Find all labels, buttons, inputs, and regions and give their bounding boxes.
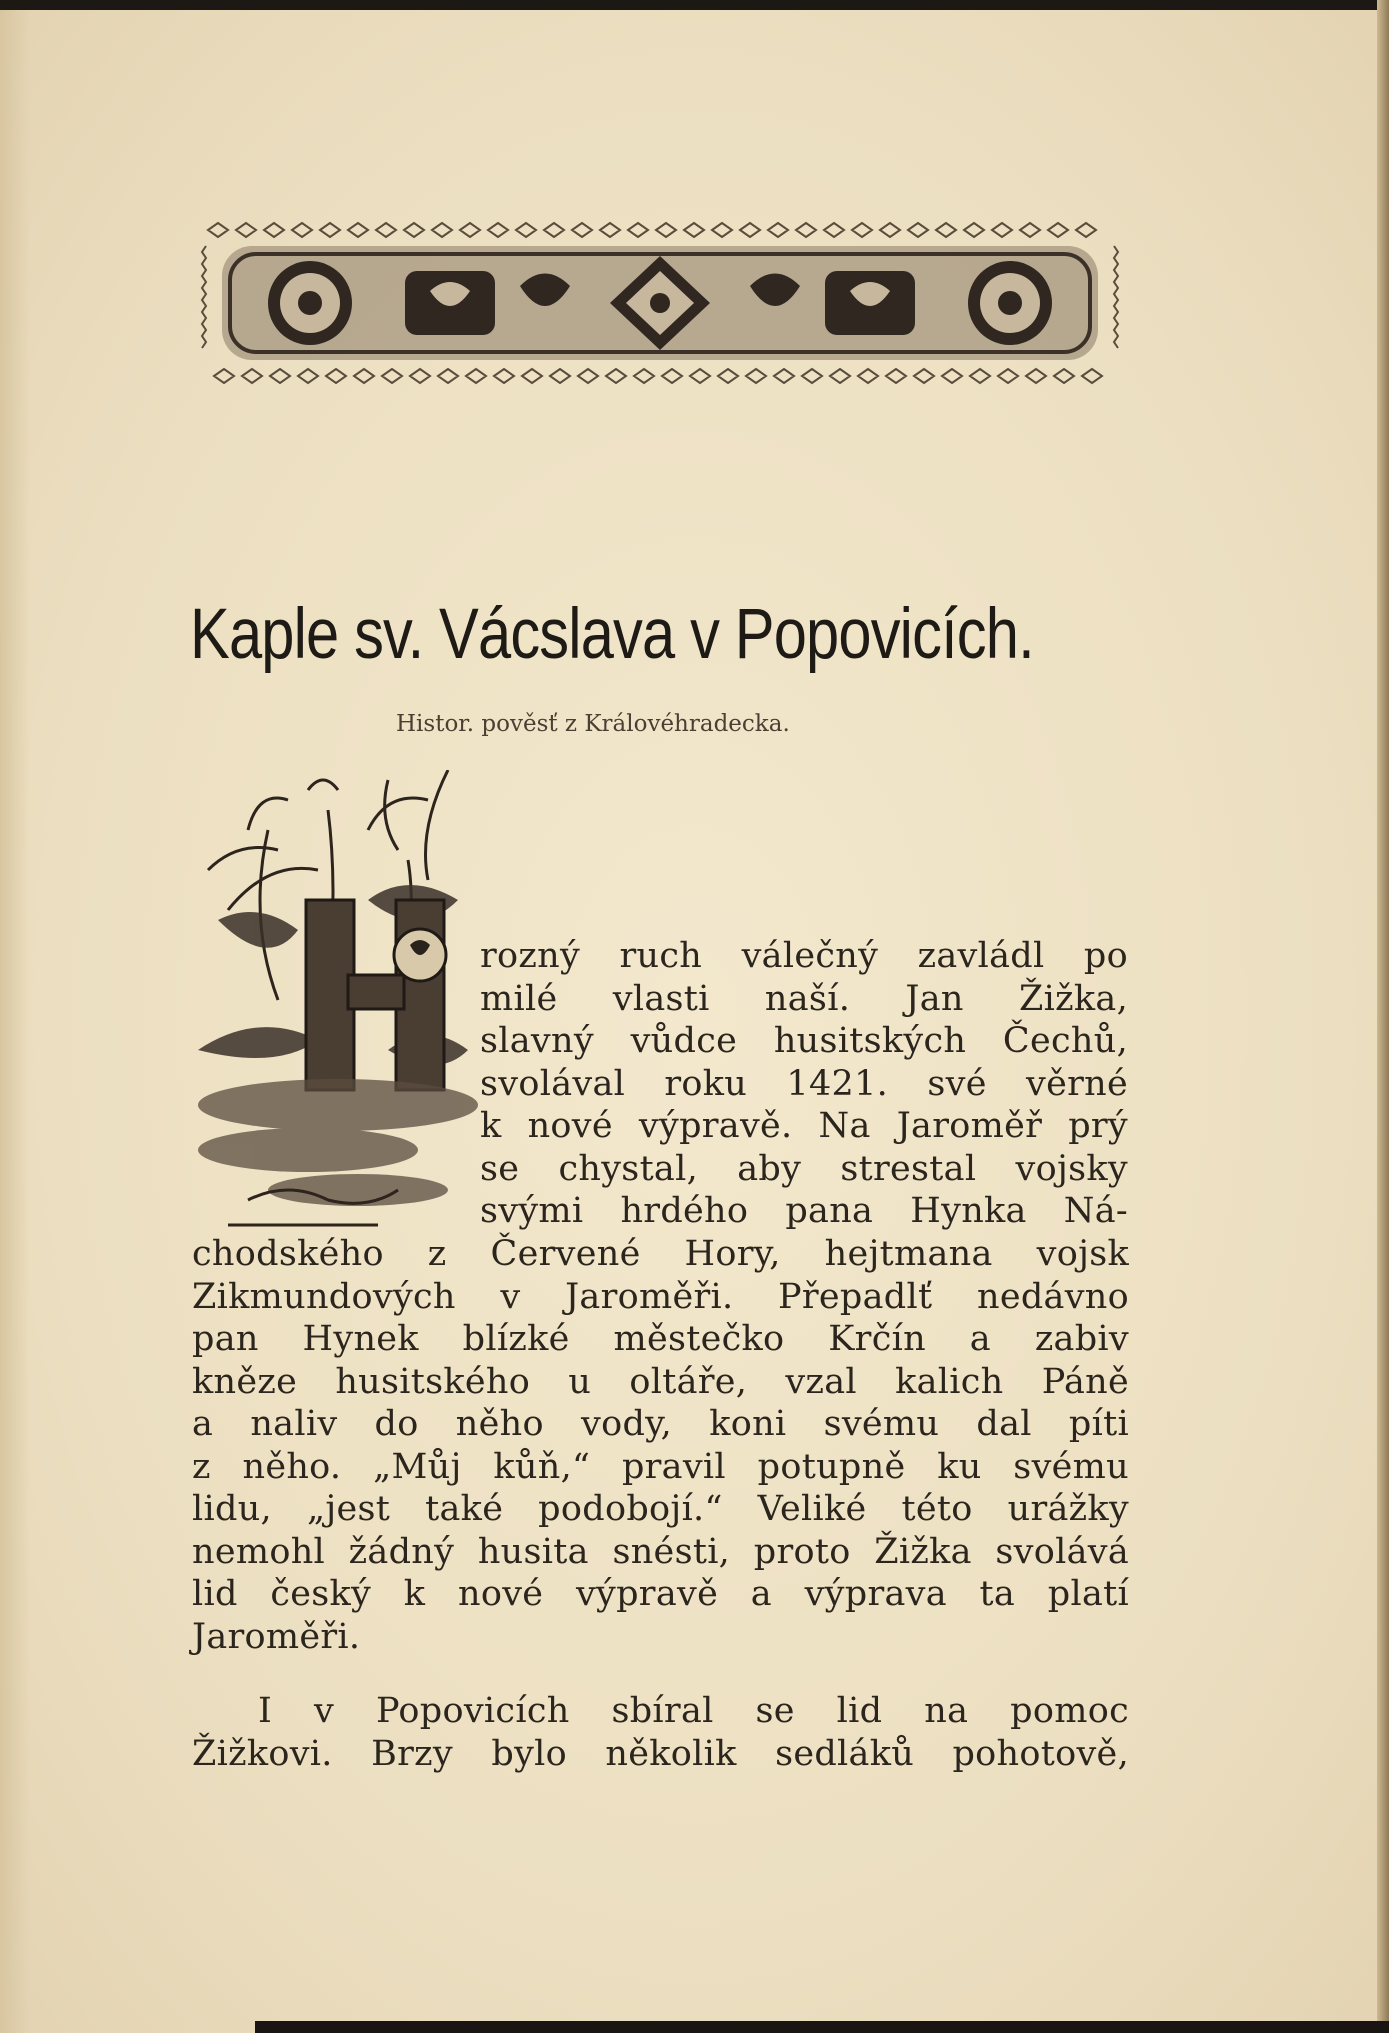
paragraph-2 xyxy=(192,1690,1129,1775)
text-line: Zikmundových v Jaroměři. Přepadlť nedávno xyxy=(192,1276,1129,1317)
text-line: svými hrdého pana Hynka Ná- xyxy=(480,1191,1128,1231)
page-title: Kaple sv. Vácslava v Popovicích. xyxy=(190,595,1034,674)
text-line: k nové výpravě. Na Jaroměř prý xyxy=(480,1106,1128,1146)
text-line: svolával roku 1421. své věrné xyxy=(480,1063,1128,1104)
text-line: z něho. „Můj kůň,“ pravil potupně ku svému xyxy=(192,1446,1129,1487)
ornamental-headpiece xyxy=(200,216,1120,392)
text-line: I v Popovicích sbíral se lid na pomoc xyxy=(258,1691,1129,1731)
text-line: Jaroměři. xyxy=(192,1616,361,1657)
subtitle: Histor. pověsť z Královéhradecka. xyxy=(396,711,790,737)
page-gutter-shadow xyxy=(0,0,30,2033)
illuminated-initial-letter xyxy=(188,770,493,1230)
reed-stems xyxy=(248,770,448,880)
left-chain-border xyxy=(202,246,206,348)
text-line: lidu, „jest také podobojí.“ Veliké této urážky xyxy=(192,1489,1129,1529)
scan-top-edge xyxy=(0,0,1389,10)
scan-bottom-edge xyxy=(255,2021,1389,2033)
paragraph-1-continued xyxy=(192,1233,1129,1658)
bottom-chain-border xyxy=(214,369,1102,383)
text-line: nemohl žádný husita snésti, proto Žižka svolává xyxy=(192,1531,1129,1572)
top-chain-border xyxy=(208,223,1096,237)
text-line: pan Hynek blízké městečko Krčín a zabiv xyxy=(192,1319,1129,1359)
paragraph-1-beside-initial xyxy=(480,935,1128,1233)
text-line: milé vlasti naší. Jan Žižka, xyxy=(480,978,1128,1019)
scan-right-edge xyxy=(1377,0,1389,2033)
text-line: rozný ruch válečný zavládl po xyxy=(480,936,1128,976)
text-line: se chystal, aby strestal vojsky xyxy=(480,1148,1128,1189)
text-line: kněze husitského u oltáře, vzal kalich Páně xyxy=(192,1361,1129,1402)
text-line: a naliv do něho vody, koni svému dal píti xyxy=(192,1404,1129,1444)
text-line: slavný vůdce husitských Čechů, xyxy=(480,1021,1128,1061)
text-line: Žižkovi. Brzy bylo několik sedláků pohotově, xyxy=(192,1733,1129,1774)
text-line: lid český k nové výpravě a výprava ta platí xyxy=(192,1574,1129,1614)
text-line: chodského z Červené Hory, hejtmana vojsk xyxy=(192,1234,1129,1274)
right-chain-border xyxy=(1114,246,1118,348)
